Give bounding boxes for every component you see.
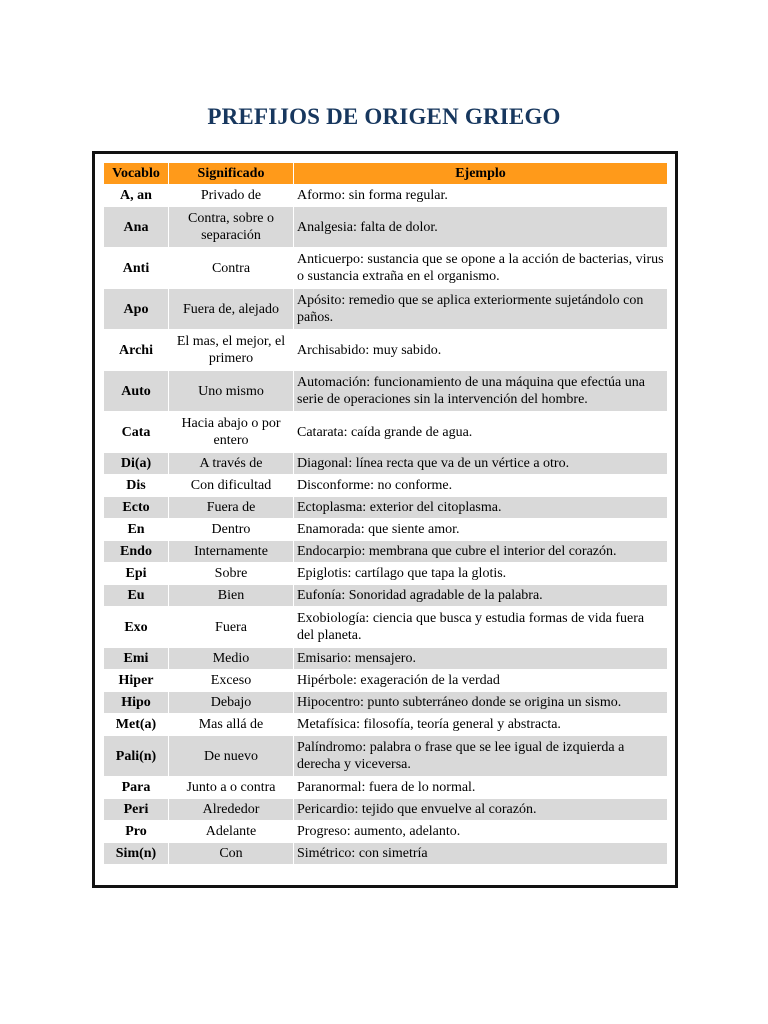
table-row (104, 692, 667, 713)
significado-cell: Sobre (169, 563, 293, 584)
significado-cell: De nuevo (169, 736, 293, 776)
ejemplo-cell: Catarata: caída grande de agua. (294, 412, 667, 452)
ejemplo-cell: Endocarpio: membrana que cubre el interior del corazón. (294, 541, 667, 562)
significado-cell: Dentro (169, 519, 293, 540)
ejemplo-cell: Anticuerpo: sustancia que se opone a la acción de bacterias, virus o sustancia extraña en el organismo. (294, 248, 667, 288)
significado-cell: Internamente (169, 541, 293, 562)
table-row (104, 185, 667, 206)
page-title: PREFIJOS DE ORIGEN GRIEGO (207, 104, 561, 129)
significado-cell: Mas allá de (169, 714, 293, 735)
significado-cell: Con (169, 843, 293, 864)
table-row (104, 843, 667, 864)
ejemplo-cell: Progreso: aumento, adelanto. (294, 821, 667, 842)
significado-cell: Fuera de (169, 497, 293, 518)
vocablo-cell: Hiper (104, 670, 168, 691)
vocablo-cell: Hipo (104, 692, 168, 713)
table-row (104, 670, 667, 691)
significado-cell: Fuera (169, 607, 293, 647)
significado-cell: Contra, sobre o separación (169, 207, 293, 247)
ejemplo-cell: Analgesia: falta de dolor. (294, 207, 667, 247)
vocablo-cell: En (104, 519, 168, 540)
ejemplo-cell: Archisabido: muy sabido. (294, 330, 667, 370)
table-row (104, 330, 667, 370)
ejemplo-cell: Paranormal: fuera de lo normal. (294, 777, 667, 798)
table-row (104, 736, 667, 776)
vocablo-cell: Di(a) (104, 453, 168, 474)
vocablo-cell: Peri (104, 799, 168, 820)
vocablo-cell: Sim(n) (104, 843, 168, 864)
ejemplo-cell: Palíndromo: palabra o frase que se lee igual de izquierda a derecha y viceversa. (294, 736, 667, 776)
vocablo-cell: Archi (104, 330, 168, 370)
significado-cell: Fuera de, alejado (169, 289, 293, 329)
ejemplo-cell: Epiglotis: cartílago que tapa la glotis. (294, 563, 667, 584)
vocablo-cell: Pali(n) (104, 736, 168, 776)
significado-cell: Bien (169, 585, 293, 606)
significado-cell: Alrededor (169, 799, 293, 820)
vocablo-cell: Emi (104, 648, 168, 669)
table-row (104, 289, 667, 329)
significado-cell: Junto a o contra (169, 777, 293, 798)
ejemplo-cell: Hipérbole: exageración de la verdad (294, 670, 667, 691)
ejemplo-cell: Pericardio: tejido que envuelve al corazón. (294, 799, 667, 820)
vocablo-cell: A, an (104, 185, 168, 206)
significado-cell: Con dificultad (169, 475, 293, 496)
significado-cell: A través de (169, 453, 293, 474)
header-significado: Significado (169, 163, 293, 184)
significado-cell: Medio (169, 648, 293, 669)
table-row (104, 475, 667, 496)
significado-cell: Exceso (169, 670, 293, 691)
table-row (104, 519, 667, 540)
vocablo-cell: Dis (104, 475, 168, 496)
vocablo-cell: Ecto (104, 497, 168, 518)
vocablo-cell: Anti (104, 248, 168, 288)
table-row (104, 607, 667, 647)
ejemplo-cell: Disconforme: no conforme. (294, 475, 667, 496)
table-row (104, 248, 667, 288)
header-vocablo: Vocablo (104, 163, 168, 184)
vocablo-cell: Met(a) (104, 714, 168, 735)
table-row (104, 821, 667, 842)
ejemplo-cell: Aformo: sin forma regular. (294, 185, 667, 206)
vocablo-cell: Pro (104, 821, 168, 842)
ejemplo-cell: Ectoplasma: exterior del citoplasma. (294, 497, 667, 518)
significado-cell: Contra (169, 248, 293, 288)
significado-cell: Debajo (169, 692, 293, 713)
ejemplo-cell: Emisario: mensajero. (294, 648, 667, 669)
vocablo-cell: Ana (104, 207, 168, 247)
vocablo-cell: Auto (104, 371, 168, 411)
ejemplo-cell: Eufonía: Sonoridad agradable de la palabra. (294, 585, 667, 606)
table-row (104, 412, 667, 452)
significado-cell: Hacia abajo o por entero (169, 412, 293, 452)
table-row (104, 207, 667, 247)
table-row (104, 453, 667, 474)
table-row (104, 799, 667, 820)
table-row (104, 371, 667, 411)
ejemplo-cell: Diagonal: línea recta que va de un vértice a otro. (294, 453, 667, 474)
significado-cell: Adelante (169, 821, 293, 842)
vocablo-cell: Exo (104, 607, 168, 647)
ejemplo-cell: Hipocentro: punto subterráneo donde se origina un sismo. (294, 692, 667, 713)
table-row (104, 777, 667, 798)
ejemplo-cell: Simétrico: con simetría (294, 843, 667, 864)
table-row (104, 714, 667, 735)
table-header-row (104, 163, 667, 184)
vocablo-cell: Para (104, 777, 168, 798)
prefix-table (103, 162, 668, 865)
vocablo-cell: Apo (104, 289, 168, 329)
table-row (104, 563, 667, 584)
vocablo-cell: Epi (104, 563, 168, 584)
ejemplo-cell: Apósito: remedio que se aplica exteriormente sujetándolo con paños. (294, 289, 667, 329)
vocablo-cell: Cata (104, 412, 168, 452)
significado-cell: Uno mismo (169, 371, 293, 411)
ejemplo-cell: Automación: funcionamiento de una máquina que efectúa una serie de operaciones sin la intervención del hombre. (294, 371, 667, 411)
header-ejemplo: Ejemplo (294, 163, 667, 184)
vocablo-cell: Endo (104, 541, 168, 562)
significado-cell: El mas, el mejor, el primero (169, 330, 293, 370)
table-row (104, 497, 667, 518)
table-row (104, 648, 667, 669)
ejemplo-cell: Metafísica: filosofía, teoría general y abstracta. (294, 714, 667, 735)
significado-cell: Privado de (169, 185, 293, 206)
ejemplo-cell: Enamorada: que siente amor. (294, 519, 667, 540)
table-row (104, 541, 667, 562)
vocablo-cell: Eu (104, 585, 168, 606)
table-row (104, 585, 667, 606)
table-frame (92, 151, 678, 888)
ejemplo-cell: Exobiología: ciencia que busca y estudia formas de vida fuera del planeta. (294, 607, 667, 647)
